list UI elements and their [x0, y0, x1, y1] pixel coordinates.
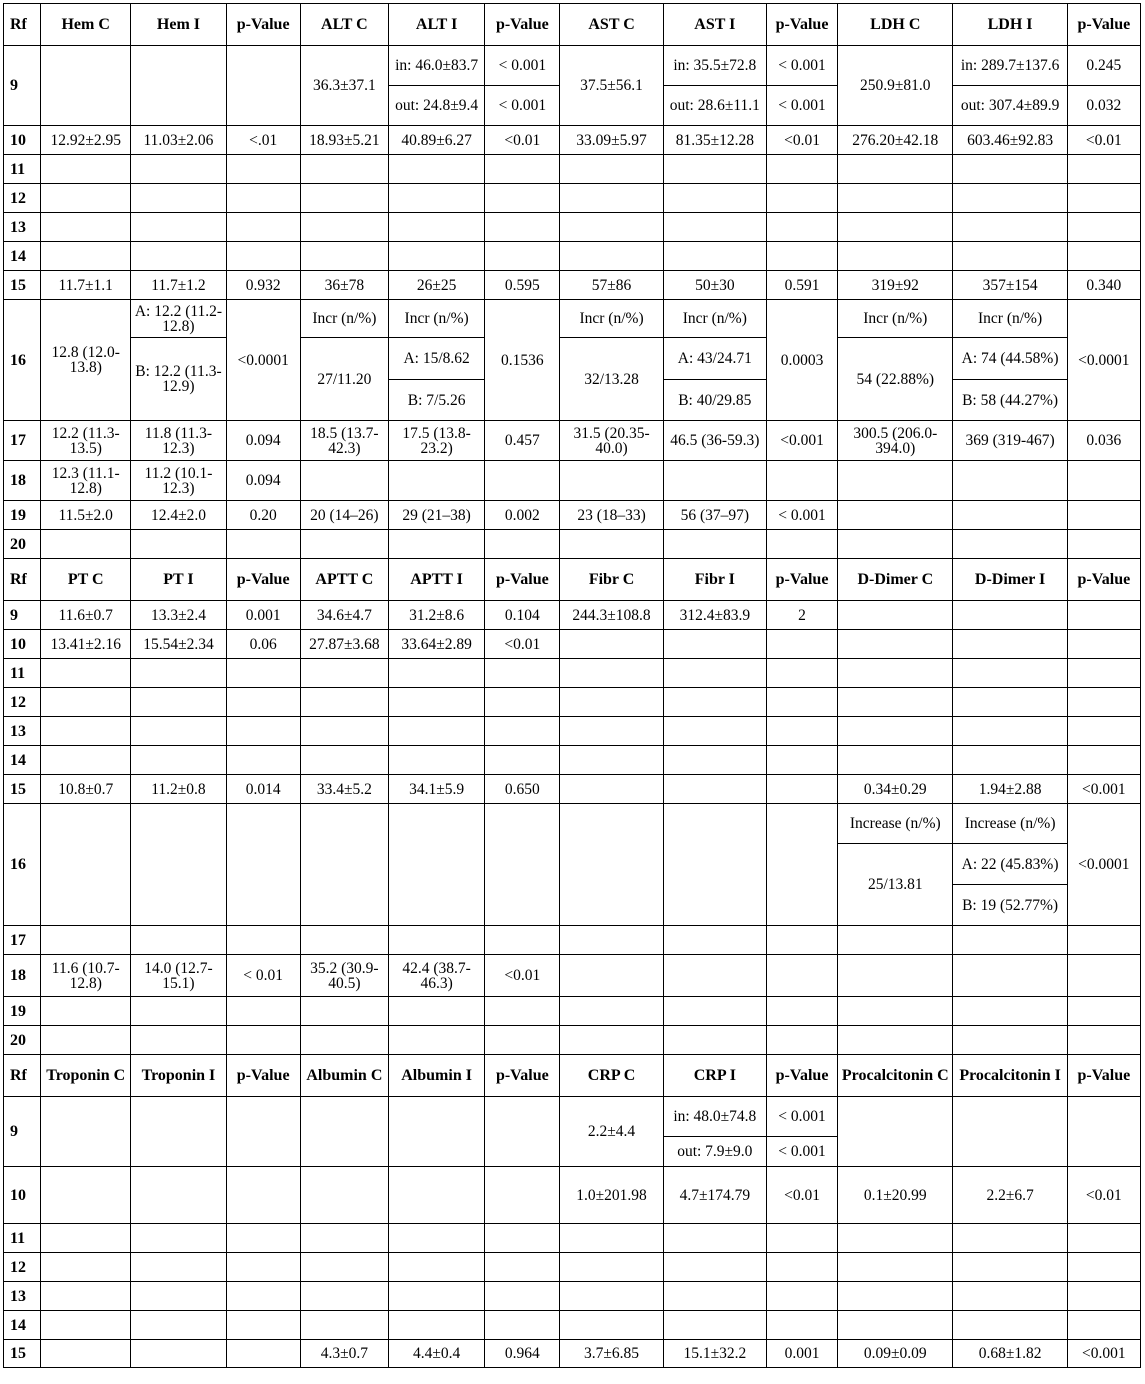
table-cell: in: 48.0±74.8: [663, 1097, 766, 1137]
table-row: [4, 271, 1141, 300]
table-cell: 319±92: [838, 271, 953, 300]
table-cell: 35.2 (30.9-40.5): [300, 955, 388, 997]
row-label: 17: [4, 421, 41, 461]
table-cell: 300.5 (206.0-394.0): [838, 421, 953, 461]
table-cell: 11.2 (10.1-12.3): [131, 461, 226, 501]
table-cell: < 0.001: [766, 501, 837, 530]
table-row: [4, 530, 1141, 559]
table-cell: 37.5±56.1: [560, 46, 663, 126]
table-cell: <0.01: [1067, 1167, 1140, 1224]
col-header: p-Value: [226, 1055, 300, 1097]
table-cell: <0.01: [485, 630, 560, 659]
row-label: 16: [4, 300, 41, 421]
table-cell: 0.032: [1067, 86, 1140, 126]
row-label: 20: [4, 530, 41, 559]
table-cell: out: 307.4±89.9: [953, 86, 1067, 126]
table-cell: < 0.001: [485, 46, 560, 86]
row-label: 10: [4, 1167, 41, 1224]
col-header: AST C: [560, 4, 663, 46]
col-header: CRP C: [560, 1055, 663, 1097]
table-row: [4, 659, 1141, 688]
table-cell: 11.8 (11.3-12.3): [131, 421, 226, 461]
table-cell: 250.9±81.0: [838, 46, 953, 126]
table-cell: 27/11.20: [300, 338, 388, 421]
table-cell: <0.0001: [1067, 300, 1140, 421]
table-cell: 4.7±174.79: [663, 1167, 766, 1224]
table-row: [4, 717, 1141, 746]
table-cell: in: 289.7±137.6: [953, 46, 1067, 86]
table-cell: [226, 46, 300, 126]
row-label: 14: [4, 746, 41, 775]
col-header: p-Value: [766, 559, 837, 601]
table-cell: 13.3±2.4: [131, 601, 226, 630]
table-cell: 56 (37–97): [663, 501, 766, 530]
row-label: 12: [4, 1253, 41, 1282]
table-cell: A: 15/8.62: [388, 338, 484, 380]
row-label: 15: [4, 271, 41, 300]
table-cell: <0.001: [1067, 775, 1140, 804]
table-cell: <0.01: [485, 126, 560, 155]
table-row: [4, 926, 1141, 955]
table-cell: 27.87±3.68: [300, 630, 388, 659]
table-cell: 1.0±201.98: [560, 1167, 663, 1224]
table-row: [4, 804, 1141, 844]
table-cell: 0.457: [485, 421, 560, 461]
row-label: 14: [4, 242, 41, 271]
table-cell: 12.92±2.95: [41, 126, 131, 155]
table-cell: 33.09±5.97: [560, 126, 663, 155]
table-cell: 0.245: [1067, 46, 1140, 86]
table-cell: 50±30: [663, 271, 766, 300]
table-cell: <0.01: [766, 1167, 837, 1224]
row-label: 18: [4, 461, 41, 501]
table-cell: 36±78: [300, 271, 388, 300]
table-cell: 0.002: [485, 501, 560, 530]
table-cell: 46.5 (36-59.3): [663, 421, 766, 461]
table-cell: 18.5 (13.7-42.3): [300, 421, 388, 461]
table-cell: Incr (n/%): [300, 300, 388, 338]
table-cell: <0.001: [766, 421, 837, 461]
table-cell: Incr (n/%): [663, 300, 766, 338]
table-cell: 0.20: [226, 501, 300, 530]
col-header: APTT C: [300, 559, 388, 601]
table-cell: < 0.001: [766, 46, 837, 86]
table-cell: 4.3±0.7: [300, 1340, 388, 1368]
table-cell: B: 7/5.26: [388, 380, 484, 421]
header-row: [4, 1055, 1141, 1097]
table-cell: 0.036: [1067, 421, 1140, 461]
table-cell: 312.4±83.9: [663, 601, 766, 630]
table-cell: 10.8±0.7: [41, 775, 131, 804]
col-header: AST I: [663, 4, 766, 46]
table-cell: 32/13.28: [560, 338, 663, 421]
table-cell: 0.595: [485, 271, 560, 300]
col-header: p-Value: [1067, 1055, 1140, 1097]
table-cell: [41, 46, 131, 126]
header-row: [4, 4, 1141, 46]
table-cell: 11.6 (10.7-12.8): [41, 955, 131, 997]
row-label: 10: [4, 630, 41, 659]
table-cell: 11.5±2.0: [41, 501, 131, 530]
table-cell: <0.01: [485, 955, 560, 997]
table-cell: in: 35.5±72.8: [663, 46, 766, 86]
table-cell: 29 (21–38): [388, 501, 484, 530]
table-cell: A: 43/24.71: [663, 338, 766, 380]
table-cell: 11.7±1.2: [131, 271, 226, 300]
col-header: Troponin I: [131, 1055, 226, 1097]
col-header: PT I: [131, 559, 226, 601]
col-header: p-Value: [485, 1055, 560, 1097]
row-label: 19: [4, 997, 41, 1026]
table-cell: 0.094: [226, 421, 300, 461]
table-row: [4, 688, 1141, 717]
row-label: 15: [4, 1340, 41, 1368]
table-cell: 0.001: [226, 601, 300, 630]
table-cell: 2.2±6.7: [953, 1167, 1067, 1224]
table-cell: 11.6±0.7: [41, 601, 131, 630]
table-row: [4, 338, 1141, 380]
table-row: [4, 46, 1141, 86]
lab-values-table: [3, 3, 1141, 1368]
table-cell: 34.1±5.9: [388, 775, 484, 804]
col-header: Hem I: [131, 4, 226, 46]
table-cell: 11.03±2.06: [131, 126, 226, 155]
table-row: [4, 1340, 1141, 1368]
table-row: [4, 1097, 1141, 1137]
table-row: [4, 630, 1141, 659]
table-cell: 26±25: [388, 271, 484, 300]
col-header: Troponin C: [41, 1055, 131, 1097]
col-header: ALT I: [388, 4, 484, 46]
col-header: p-Value: [766, 4, 837, 46]
table-cell: B: 12.2 (11.3-12.9): [131, 338, 226, 421]
table-cell: in: 46.0±83.7: [388, 46, 484, 86]
table-row: [4, 1282, 1141, 1311]
table-row: [4, 1026, 1141, 1055]
row-label: 18: [4, 955, 41, 997]
table-cell: < 0.01: [226, 955, 300, 997]
table-cell: 12.8 (12.0-13.8): [41, 300, 131, 421]
table-cell: 18.93±5.21: [300, 126, 388, 155]
row-label: 11: [4, 155, 41, 184]
col-header: Fibr C: [560, 559, 663, 601]
row-label: 13: [4, 717, 41, 746]
table-cell: < 0.001: [485, 86, 560, 126]
table-cell: out: 7.9±9.0: [663, 1137, 766, 1167]
table-row: [4, 421, 1141, 461]
table-row: [4, 126, 1141, 155]
col-header: LDH C: [838, 4, 953, 46]
col-header: p-Value: [226, 559, 300, 601]
table-cell: [131, 46, 226, 126]
table-cell: < 0.001: [766, 1097, 837, 1137]
col-header: CRP I: [663, 1055, 766, 1097]
table-cell: A: 12.2 (11.2-12.8): [131, 300, 226, 338]
table-cell: 0.1536: [485, 300, 560, 421]
col-header: APTT I: [388, 559, 484, 601]
table-cell: out: 24.8±9.4: [388, 86, 484, 126]
row-label: 17: [4, 926, 41, 955]
row-label: 16: [4, 804, 41, 926]
table-cell: 13.41±2.16: [41, 630, 131, 659]
col-header: Rf: [4, 559, 41, 601]
table-cell: 31.5 (20.35-40.0): [560, 421, 663, 461]
table-cell: 0.340: [1067, 271, 1140, 300]
table-cell: 31.2±8.6: [388, 601, 484, 630]
table-cell: 20 (14–26): [300, 501, 388, 530]
table-cell: Incr (n/%): [953, 300, 1067, 338]
table-cell: 0.68±1.82: [953, 1340, 1067, 1368]
table-cell: 42.4 (38.7-46.3): [388, 955, 484, 997]
col-header: Albumin C: [300, 1055, 388, 1097]
row-label: 13: [4, 213, 41, 242]
table-cell: 11.2±0.8: [131, 775, 226, 804]
col-header: p-Value: [485, 4, 560, 46]
table-cell: 3.7±6.85: [560, 1340, 663, 1368]
row-label: 10: [4, 126, 41, 155]
col-header: LDH I: [953, 4, 1067, 46]
header-row: [4, 559, 1141, 601]
table-cell: Increase (n/%): [953, 804, 1067, 844]
col-header: Procalcitonin I: [953, 1055, 1067, 1097]
col-header: Hem C: [41, 4, 131, 46]
table-cell: 54 (22.88%): [838, 338, 953, 421]
row-label: 13: [4, 1282, 41, 1311]
table-cell: 0.104: [485, 601, 560, 630]
table-cell: Incr (n/%): [838, 300, 953, 338]
table-cell: A: 22 (45.83%): [953, 844, 1067, 885]
table-cell: < 0.001: [766, 86, 837, 126]
table-cell: out: 28.6±11.1: [663, 86, 766, 126]
col-header: ALT C: [300, 4, 388, 46]
table-cell: Incr (n/%): [388, 300, 484, 338]
table-cell: 244.3±108.8: [560, 601, 663, 630]
table-cell: 0.0003: [766, 300, 837, 421]
table-row: [4, 1224, 1141, 1253]
table-cell: 0.094: [226, 461, 300, 501]
table-cell: 36.3±37.1: [300, 46, 388, 126]
table-row: [4, 955, 1141, 997]
table-cell: 40.89±6.27: [388, 126, 484, 155]
table-cell: 0.591: [766, 271, 837, 300]
table-row: [4, 775, 1141, 804]
col-header: p-Value: [1067, 559, 1140, 601]
table-cell: 15.1±32.2: [663, 1340, 766, 1368]
table-cell: 0.650: [485, 775, 560, 804]
table-cell: 2.2±4.4: [560, 1097, 663, 1167]
table-cell: 0.001: [766, 1340, 837, 1368]
table-cell: 0.06: [226, 630, 300, 659]
table-cell: 12.4±2.0: [131, 501, 226, 530]
table-row: [4, 746, 1141, 775]
table-row: [4, 155, 1141, 184]
row-label: 9: [4, 46, 41, 126]
table-cell: 1.94±2.88: [953, 775, 1067, 804]
table-cell: 12.3 (11.1-12.8): [41, 461, 131, 501]
col-header: Procalcitonin C: [838, 1055, 953, 1097]
col-header: Fibr I: [663, 559, 766, 601]
col-header: p-Value: [226, 4, 300, 46]
table-cell: 25/13.81: [838, 844, 953, 926]
col-header: D-Dimer C: [838, 559, 953, 601]
table-cell: <0.0001: [226, 300, 300, 421]
col-header: p-Value: [485, 559, 560, 601]
table-cell: 57±86: [560, 271, 663, 300]
table-cell: 33.64±2.89: [388, 630, 484, 659]
table-cell: 2: [766, 601, 837, 630]
table-row: [4, 501, 1141, 530]
col-header: Rf: [4, 4, 41, 46]
table-cell: 33.4±5.2: [300, 775, 388, 804]
table-cell: 357±154: [953, 271, 1067, 300]
table-cell: Increase (n/%): [838, 804, 953, 844]
col-header: PT C: [41, 559, 131, 601]
table-cell: A: 74 (44.58%): [953, 338, 1067, 380]
table-cell: < 0.001: [766, 1137, 837, 1167]
table-cell: <0.01: [766, 126, 837, 155]
row-label: 11: [4, 1224, 41, 1253]
col-header: Rf: [4, 1055, 41, 1097]
table-cell: 0.014: [226, 775, 300, 804]
table-row: [4, 1167, 1141, 1224]
row-label: 15: [4, 775, 41, 804]
table-cell: 0.932: [226, 271, 300, 300]
table-cell: 81.35±12.28: [663, 126, 766, 155]
table-cell: 0.964: [485, 1340, 560, 1368]
table-cell: 0.09±0.09: [838, 1340, 953, 1368]
row-label: 12: [4, 688, 41, 717]
col-header: D-Dimer I: [953, 559, 1067, 601]
table-row: [4, 242, 1141, 271]
row-label: 12: [4, 184, 41, 213]
table-row: [4, 1253, 1141, 1282]
table-cell: B: 58 (44.27%): [953, 380, 1067, 421]
col-header: Albumin I: [388, 1055, 484, 1097]
table-cell: 14.0 (12.7-15.1): [131, 955, 226, 997]
table-row: [4, 1311, 1141, 1340]
table-row: [4, 184, 1141, 213]
table-row: [4, 300, 1141, 338]
col-header: p-Value: [1067, 4, 1140, 46]
table-cell: 276.20±42.18: [838, 126, 953, 155]
table-cell: 11.7±1.1: [41, 271, 131, 300]
table-cell: 0.34±0.29: [838, 775, 953, 804]
row-label: 9: [4, 1097, 41, 1167]
row-label: 9: [4, 601, 41, 630]
table-row: [4, 213, 1141, 242]
table-cell: 17.5 (13.8-23.2): [388, 421, 484, 461]
row-label: 19: [4, 501, 41, 530]
row-label: 20: [4, 1026, 41, 1055]
table-cell: 369 (319-467): [953, 421, 1067, 461]
table-row: [4, 601, 1141, 630]
row-label: 14: [4, 1311, 41, 1340]
table-cell: B: 40/29.85: [663, 380, 766, 421]
table-cell: 603.46±92.83: [953, 126, 1067, 155]
table-cell: B: 19 (52.77%): [953, 885, 1067, 926]
table-cell: <0.01: [1067, 126, 1140, 155]
table-cell: 4.4±0.4: [388, 1340, 484, 1368]
col-header: p-Value: [766, 1055, 837, 1097]
table-cell: Incr (n/%): [560, 300, 663, 338]
table-row: [4, 997, 1141, 1026]
table-cell: 12.2 (11.3-13.5): [41, 421, 131, 461]
table-cell: <.01: [226, 126, 300, 155]
row-label: 11: [4, 659, 41, 688]
table-cell: 0.1±20.99: [838, 1167, 953, 1224]
table-cell: 15.54±2.34: [131, 630, 226, 659]
table-cell: <0.001: [1067, 1340, 1140, 1368]
table-cell: 34.6±4.7: [300, 601, 388, 630]
table-row: [4, 461, 1141, 501]
table-cell: 23 (18–33): [560, 501, 663, 530]
table-cell: <0.0001: [1067, 804, 1140, 926]
